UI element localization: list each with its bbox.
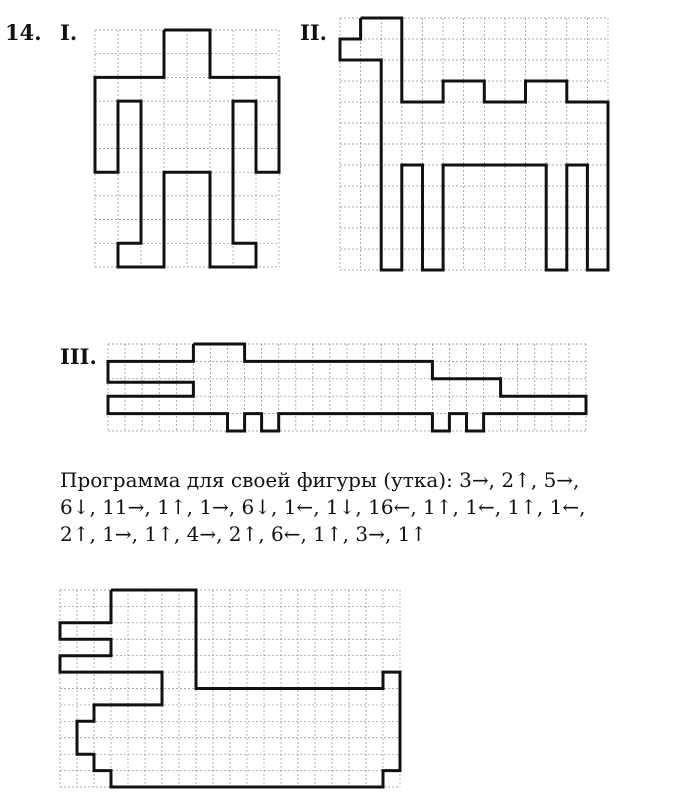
duck-program-text: Программа для своей фигуры (утка): 3→, 2↑, 5→, 6↓, 11→, 1↑, 1→, 6↓, 1←, 1↓, 16←, 1↑, 1←, 1↑, 1←, 2↑, 1→, 1↑, 4→, 2↑, 6←, 1↑, 3→, 1↑ <box>60 468 586 546</box>
figure-label-3: III. <box>60 344 97 369</box>
grid-3 <box>108 344 586 431</box>
grid-1 <box>95 30 279 267</box>
figure-label-2: II. <box>300 20 327 45</box>
problem-number: 14. <box>5 20 42 45</box>
figure-label-1: I. <box>60 20 78 45</box>
